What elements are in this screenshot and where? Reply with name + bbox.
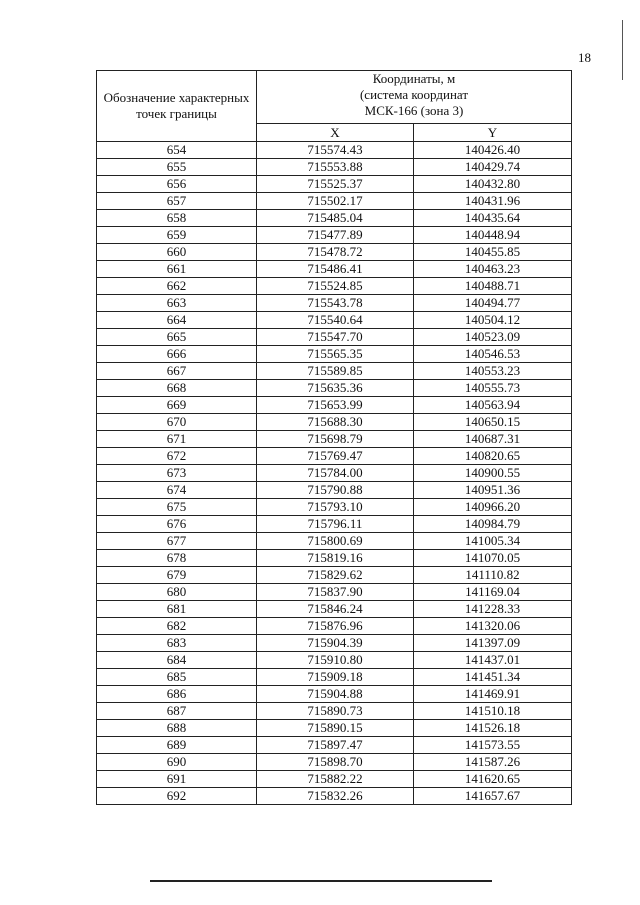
- table-row: [97, 618, 572, 635]
- table-row: [97, 737, 572, 754]
- y-coordinate-cell: 140455.85: [414, 244, 572, 261]
- point-id-cell: 675: [97, 499, 257, 516]
- point-id-cell: 677: [97, 533, 257, 550]
- x-coordinate-cell: 715698.79: [257, 431, 414, 448]
- table-row: [97, 346, 572, 363]
- table-row: [97, 788, 572, 805]
- y-coordinate-cell: 141510.18: [414, 703, 572, 720]
- point-id-cell: 679: [97, 567, 257, 584]
- y-coordinate-cell: 141397.09: [414, 635, 572, 652]
- coordinates-title-line3: МСК-166 (зона 3): [364, 103, 464, 118]
- table-row: [97, 686, 572, 703]
- coordinates-table: [96, 70, 572, 805]
- point-id-cell: 684: [97, 652, 257, 669]
- x-coordinate-cell: 715477.89: [257, 227, 414, 244]
- x-coordinate-cell: 715589.85: [257, 363, 414, 380]
- point-id-cell: 670: [97, 414, 257, 431]
- table-row: [97, 363, 572, 380]
- table-row: [97, 329, 572, 346]
- x-coordinate-cell: 715524.85: [257, 278, 414, 295]
- table-row: [97, 635, 572, 652]
- x-coordinate-cell: 715635.36: [257, 380, 414, 397]
- x-coordinate-cell: 715910.80: [257, 652, 414, 669]
- x-coordinate-cell: 715653.99: [257, 397, 414, 414]
- x-coordinate-cell: 715890.15: [257, 720, 414, 737]
- y-coordinate-cell: 140563.94: [414, 397, 572, 414]
- table-row: [97, 193, 572, 210]
- y-column-header: Y: [414, 124, 572, 142]
- point-id-cell: 657: [97, 193, 257, 210]
- point-id-cell: 682: [97, 618, 257, 635]
- x-coordinate-cell: 715819.16: [257, 550, 414, 567]
- x-coordinate-cell: 715832.26: [257, 788, 414, 805]
- y-coordinate-cell: 140448.94: [414, 227, 572, 244]
- table-row: [97, 312, 572, 329]
- table-row: [97, 533, 572, 550]
- point-id-cell: 690: [97, 754, 257, 771]
- x-coordinate-cell: 715829.62: [257, 567, 414, 584]
- x-coordinate-cell: 715688.30: [257, 414, 414, 431]
- point-id-cell: 688: [97, 720, 257, 737]
- x-coordinate-cell: 715796.11: [257, 516, 414, 533]
- y-coordinate-cell: 140900.55: [414, 465, 572, 482]
- point-id-cell: 669: [97, 397, 257, 414]
- point-id-cell: 666: [97, 346, 257, 363]
- x-coordinate-cell: 715565.35: [257, 346, 414, 363]
- point-id-cell: 661: [97, 261, 257, 278]
- y-coordinate-cell: 140820.65: [414, 448, 572, 465]
- y-coordinate-cell: 140432.80: [414, 176, 572, 193]
- point-id-cell: 691: [97, 771, 257, 788]
- table-row: [97, 414, 572, 431]
- y-coordinate-cell: 141320.06: [414, 618, 572, 635]
- x-coordinate-cell: 715502.17: [257, 193, 414, 210]
- table-row: [97, 176, 572, 193]
- table-row: [97, 669, 572, 686]
- point-id-cell: 674: [97, 482, 257, 499]
- point-id-cell: 654: [97, 142, 257, 159]
- table-row: [97, 550, 572, 567]
- point-id-cell: 686: [97, 686, 257, 703]
- y-coordinate-cell: 141587.26: [414, 754, 572, 771]
- y-coordinate-cell: 140951.36: [414, 482, 572, 499]
- y-coordinate-cell: 141469.91: [414, 686, 572, 703]
- y-coordinate-cell: 140504.12: [414, 312, 572, 329]
- table-row: [97, 142, 572, 159]
- y-coordinate-cell: 140494.77: [414, 295, 572, 312]
- scan-edge-line: [622, 20, 623, 80]
- table-row: [97, 397, 572, 414]
- table-row: [97, 754, 572, 771]
- x-coordinate-cell: 715909.18: [257, 669, 414, 686]
- page-number: 18: [578, 50, 591, 65]
- x-coordinate-cell: 715904.88: [257, 686, 414, 703]
- x-coordinate-cell: 715790.88: [257, 482, 414, 499]
- table-body: [97, 142, 572, 805]
- y-coordinate-cell: 140426.40: [414, 142, 572, 159]
- y-coordinate-cell: 140429.74: [414, 159, 572, 176]
- point-id-cell: 673: [97, 465, 257, 482]
- table-row: [97, 567, 572, 584]
- point-id-cell: 671: [97, 431, 257, 448]
- x-coordinate-cell: 715837.90: [257, 584, 414, 601]
- x-coordinate-cell: 715800.69: [257, 533, 414, 550]
- y-coordinate-cell: 140966.20: [414, 499, 572, 516]
- point-id-cell: 672: [97, 448, 257, 465]
- table-row: [97, 720, 572, 737]
- x-coordinate-cell: 715890.73: [257, 703, 414, 720]
- x-coordinate-cell: 715547.70: [257, 329, 414, 346]
- table-row: [97, 703, 572, 720]
- y-coordinate-cell: 141228.33: [414, 601, 572, 618]
- x-coordinate-cell: 715793.10: [257, 499, 414, 516]
- y-coordinate-cell: 141070.05: [414, 550, 572, 567]
- y-coordinate-cell: 141110.82: [414, 567, 572, 584]
- coordinates-title-line2: (система координат: [359, 87, 469, 102]
- y-coordinate-cell: 140553.23: [414, 363, 572, 380]
- point-id-cell: 659: [97, 227, 257, 244]
- x-coordinate-cell: 715898.70: [257, 754, 414, 771]
- footer-rule: [150, 880, 492, 882]
- y-coordinate-cell: 140687.31: [414, 431, 572, 448]
- point-id-cell: 655: [97, 159, 257, 176]
- y-coordinate-cell: 141005.34: [414, 533, 572, 550]
- point-id-cell: 689: [97, 737, 257, 754]
- y-coordinate-cell: 141526.18: [414, 720, 572, 737]
- point-id-cell: 662: [97, 278, 257, 295]
- point-id-cell: 664: [97, 312, 257, 329]
- y-coordinate-cell: 141169.04: [414, 584, 572, 601]
- table-row: [97, 278, 572, 295]
- coordinates-header: [257, 71, 572, 124]
- table-row: [97, 482, 572, 499]
- table-row: [97, 210, 572, 227]
- table-header: [97, 71, 572, 142]
- point-id-cell: 656: [97, 176, 257, 193]
- table-row: [97, 516, 572, 533]
- y-coordinate-cell: 140523.09: [414, 329, 572, 346]
- x-column-header: X: [257, 124, 414, 142]
- x-coordinate-cell: 715525.37: [257, 176, 414, 193]
- y-coordinate-cell: 141573.55: [414, 737, 572, 754]
- x-coordinate-cell: 715846.24: [257, 601, 414, 618]
- table-row: [97, 227, 572, 244]
- x-coordinate-cell: 715784.00: [257, 465, 414, 482]
- table-row: [97, 771, 572, 788]
- point-id-cell: 660: [97, 244, 257, 261]
- table-row: [97, 448, 572, 465]
- table-row: [97, 380, 572, 397]
- table-row: [97, 431, 572, 448]
- table-row: [97, 584, 572, 601]
- y-coordinate-cell: 141451.34: [414, 669, 572, 686]
- x-coordinate-cell: 715904.39: [257, 635, 414, 652]
- x-coordinate-cell: 715486.41: [257, 261, 414, 278]
- point-id-cell: 663: [97, 295, 257, 312]
- point-id-cell: 680: [97, 584, 257, 601]
- table-row: [97, 261, 572, 278]
- point-id-cell: 678: [97, 550, 257, 567]
- point-id-cell: 683: [97, 635, 257, 652]
- x-coordinate-cell: 715543.78: [257, 295, 414, 312]
- y-coordinate-cell: 140984.79: [414, 516, 572, 533]
- x-coordinate-cell: 715882.22: [257, 771, 414, 788]
- point-id-cell: 681: [97, 601, 257, 618]
- table-row: [97, 601, 572, 618]
- table-row: [97, 652, 572, 669]
- y-coordinate-cell: 140546.53: [414, 346, 572, 363]
- y-coordinate-cell: 140435.64: [414, 210, 572, 227]
- point-label-header: Обозначение характерных точек границы: [97, 71, 257, 142]
- point-id-cell: 668: [97, 380, 257, 397]
- point-id-cell: 692: [97, 788, 257, 805]
- y-coordinate-cell: 140555.73: [414, 380, 572, 397]
- y-coordinate-cell: 141657.67: [414, 788, 572, 805]
- x-coordinate-cell: 715485.04: [257, 210, 414, 227]
- y-coordinate-cell: 140650.15: [414, 414, 572, 431]
- point-id-cell: 687: [97, 703, 257, 720]
- point-id-cell: 665: [97, 329, 257, 346]
- point-id-cell: 667: [97, 363, 257, 380]
- x-coordinate-cell: 715897.47: [257, 737, 414, 754]
- y-coordinate-cell: 140488.71: [414, 278, 572, 295]
- table-row: [97, 159, 572, 176]
- x-coordinate-cell: 715478.72: [257, 244, 414, 261]
- table-row: [97, 244, 572, 261]
- table-row: [97, 499, 572, 516]
- x-coordinate-cell: 715769.47: [257, 448, 414, 465]
- y-coordinate-cell: 140463.23: [414, 261, 572, 278]
- x-coordinate-cell: 715540.64: [257, 312, 414, 329]
- y-coordinate-cell: 140431.96: [414, 193, 572, 210]
- x-coordinate-cell: 715553.88: [257, 159, 414, 176]
- point-id-cell: 676: [97, 516, 257, 533]
- y-coordinate-cell: 141437.01: [414, 652, 572, 669]
- table-row: [97, 465, 572, 482]
- point-id-cell: 658: [97, 210, 257, 227]
- x-coordinate-cell: 715574.43: [257, 142, 414, 159]
- y-coordinate-cell: 141620.65: [414, 771, 572, 788]
- x-coordinate-cell: 715876.96: [257, 618, 414, 635]
- point-id-cell: 685: [97, 669, 257, 686]
- table-row: [97, 295, 572, 312]
- coordinates-title-line1: Координаты, м: [372, 71, 456, 86]
